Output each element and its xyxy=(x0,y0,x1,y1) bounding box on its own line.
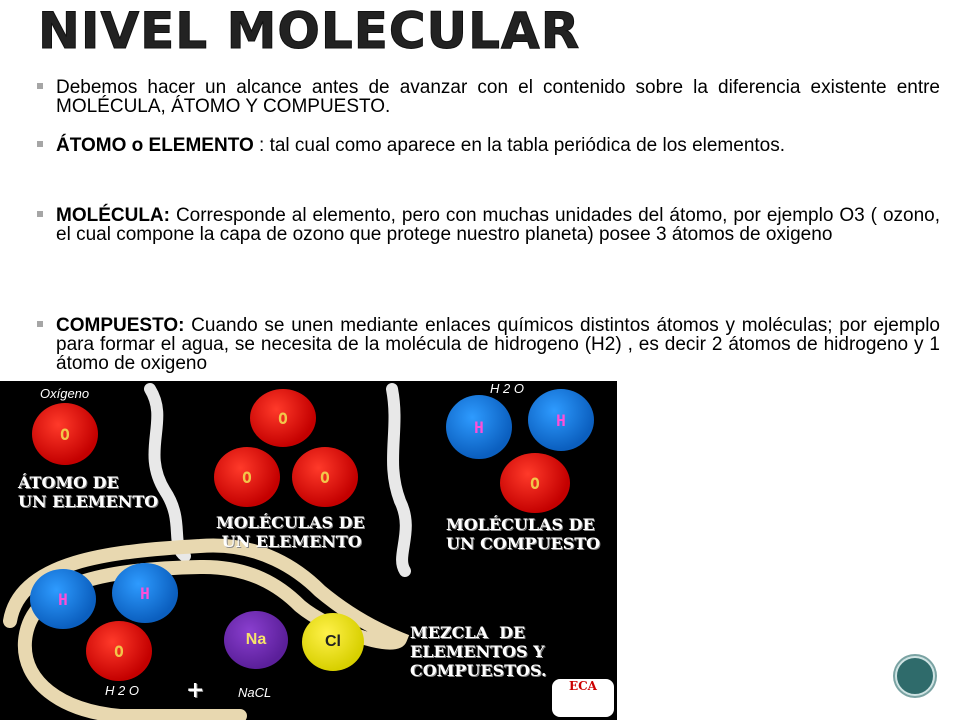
chlorine-atom: Cl xyxy=(302,613,364,671)
sodium-atom: Na xyxy=(224,611,288,669)
bullet-item-intro xyxy=(34,78,940,116)
bullet-marker xyxy=(37,321,43,327)
oxygen-atom: O xyxy=(86,621,152,681)
bullet-text: : tal cual como aparece en la tabla periódica de los elementos. xyxy=(253,135,786,156)
hydrogen-atom: H xyxy=(528,389,594,451)
bullet-text: Cuando se unen mediante enlaces químicos distintos átomos y moléculas; por ejemplo para formar el agua, se necesita de la molécula de hidrogeno (H2) , es decir 2 átomos de hidrogeno y 1 átomo de oxigeno xyxy=(56,315,940,374)
bullet-item-compuesto xyxy=(34,316,940,373)
water-formula-top: H 2 O xyxy=(490,381,524,396)
eca-logo xyxy=(552,679,614,717)
bullet-marker xyxy=(37,83,43,89)
oxigeno-caption: Oxígeno xyxy=(40,386,90,401)
label-mezcla: MEZCLA DE ELEMENTOS Y COMPUESTOS. xyxy=(410,623,547,680)
bullet-text: Debemos hacer un alcance antes de avanzar con el contenido sobre la diferencia existente entre MOLÉCULA, ÁTOMO Y COMPUESTO. xyxy=(56,77,940,117)
plus-sign: + xyxy=(186,677,205,703)
eca-logo-text: ECA xyxy=(568,679,597,693)
label-moleculas-elemento: MOLÉCULAS DE UN ELEMENTO xyxy=(216,513,365,551)
label-moleculas-compuesto: MOLÉCULAS DE UN COMPUESTO xyxy=(446,515,601,553)
bullet-text: Corresponde al elemento, pero con muchas unidades del átomo, por ejemplo O3 ( ozono, el cual compone la capa de ozono que protege nuestro planeta) posee 3 átomos de oxigeno xyxy=(56,205,940,245)
bullet-item-molecula xyxy=(34,206,940,244)
oxygen-atom: O xyxy=(32,403,98,465)
bullet-marker xyxy=(37,211,43,217)
water-formula-bottom: H 2 O xyxy=(105,683,139,698)
nacl-caption: NaCL xyxy=(238,685,272,700)
bullet-item-atomo xyxy=(34,136,785,155)
bullet-marker xyxy=(37,141,43,147)
oxygen-atom: O xyxy=(500,453,570,513)
oxygen-atom: O xyxy=(250,389,316,447)
label-atomo-elemento: ÁTOMO DE UN ELEMENTO xyxy=(18,473,159,511)
term-molecula: MOLÉCULA: xyxy=(56,205,170,226)
hydrogen-atom: H xyxy=(30,569,96,629)
divider-rope-2 xyxy=(392,389,406,571)
hydrogen-atom: H xyxy=(446,395,512,459)
hydrogen-atom: H xyxy=(112,563,178,623)
term-atomo: ÁTOMO o ELEMENTO xyxy=(56,135,254,156)
page-title: NIVEL MOLECULAR xyxy=(38,2,581,60)
oxygen-atom: O xyxy=(292,447,358,507)
term-compuesto: COMPUESTO: xyxy=(56,315,185,336)
slide-nav-button[interactable] xyxy=(895,656,935,696)
molecules-illustration xyxy=(0,381,617,720)
oxygen-atom: O xyxy=(214,447,280,507)
